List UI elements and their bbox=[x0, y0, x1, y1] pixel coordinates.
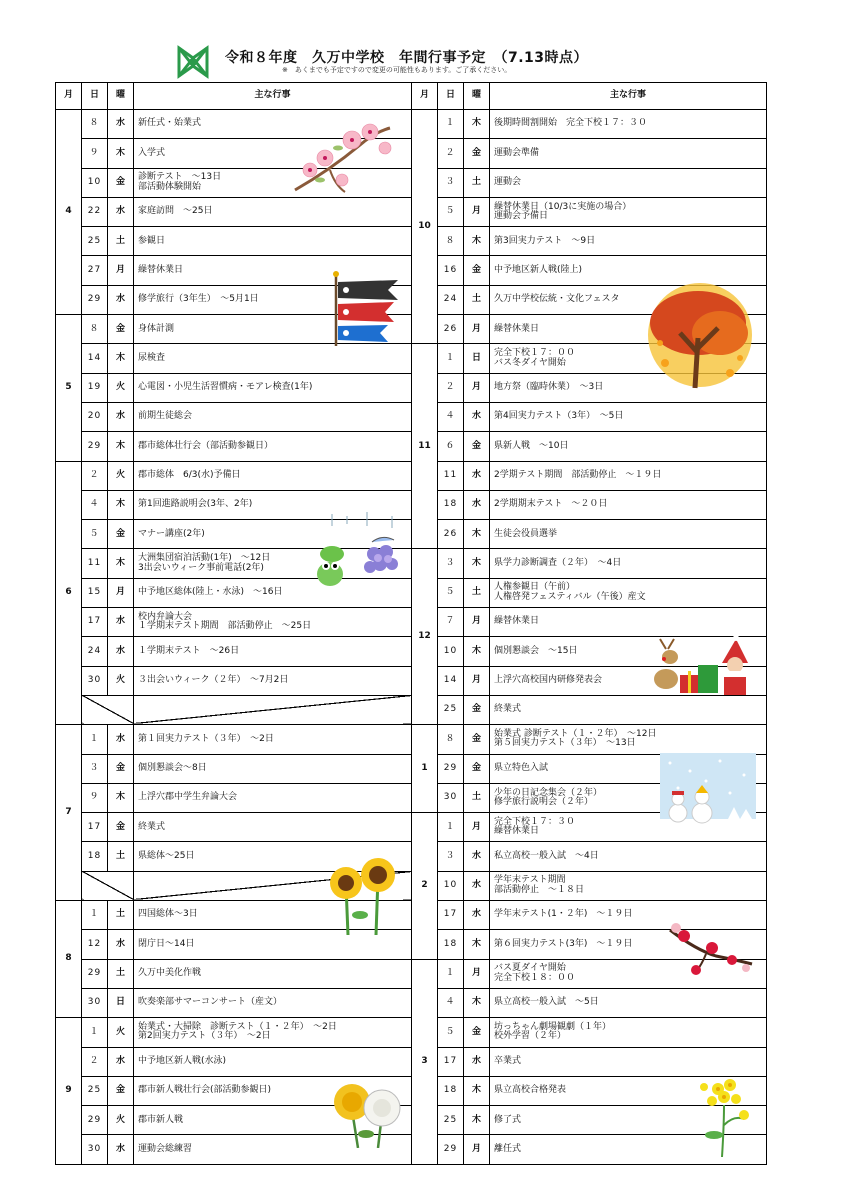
day-cell: 18 bbox=[438, 930, 464, 959]
month-cell: 4 bbox=[56, 110, 82, 315]
table-row bbox=[56, 637, 412, 666]
event-cell: 終業式 bbox=[490, 695, 767, 724]
event-cell: 郡市新人戦 bbox=[134, 1106, 412, 1135]
event-cell: 県総体～25日 bbox=[134, 842, 412, 871]
weekday-cell: 木 bbox=[464, 110, 490, 139]
day-cell: 24 bbox=[438, 285, 464, 314]
event-cell: マナー講座(2年) bbox=[134, 520, 412, 549]
table-row bbox=[412, 197, 767, 226]
weekday-cell: 水 bbox=[108, 608, 134, 637]
day-cell: １ bbox=[438, 813, 464, 842]
month-cell: 6 bbox=[56, 461, 82, 725]
header-weekday: 曜 bbox=[108, 83, 134, 110]
table-row bbox=[412, 520, 767, 549]
weekday-cell: 木 bbox=[108, 139, 134, 168]
table-row bbox=[56, 695, 412, 724]
weekday-cell: 金 bbox=[464, 695, 490, 724]
event-cell: 修了式 bbox=[490, 1106, 767, 1135]
weekday-cell: 水 bbox=[464, 402, 490, 431]
day-cell: 29 bbox=[82, 285, 108, 314]
month-cell: 1 bbox=[412, 725, 438, 813]
event-cell: 吹奏楽部サマーコンサート（産文） bbox=[134, 988, 412, 1017]
weekday-cell: 水 bbox=[464, 490, 490, 519]
event-cell: 上浮穴郡中学生弁論大会 bbox=[134, 783, 412, 812]
weekday-cell: 火 bbox=[108, 666, 134, 695]
day-cell: 22 bbox=[82, 197, 108, 226]
event-cell: 第1回進路説明会(3年、2年) bbox=[134, 490, 412, 519]
santa-reindeer-illustration bbox=[652, 633, 756, 699]
weekday-cell: 木 bbox=[464, 1106, 490, 1135]
day-cell: ８ bbox=[438, 227, 464, 256]
plum-blossom-illustration bbox=[666, 920, 754, 978]
day-cell: ２ bbox=[82, 1047, 108, 1076]
day-cell: ８ bbox=[438, 725, 464, 754]
weekday-cell: 水 bbox=[108, 197, 134, 226]
event-cell: 繰替休業日 bbox=[490, 315, 767, 344]
event-cell: 久万中学校伝統・文化フェスタ bbox=[490, 285, 767, 314]
hydrangea-frog-illustration bbox=[312, 512, 404, 592]
day-cell: 11 bbox=[82, 549, 108, 578]
day-cell: 29 bbox=[82, 959, 108, 988]
event-cell: 完全下校１７：３０ 繰替休業日 bbox=[490, 813, 767, 842]
table-row bbox=[412, 461, 767, 490]
table-row bbox=[56, 608, 412, 637]
event-cell: 身体計測 bbox=[134, 315, 412, 344]
day-cell: 17 bbox=[82, 608, 108, 637]
table-row bbox=[56, 373, 412, 402]
table-header-row bbox=[56, 83, 412, 110]
day-cell: 14 bbox=[438, 666, 464, 695]
weekday-cell: 水 bbox=[464, 901, 490, 930]
table-row bbox=[56, 783, 412, 812]
event-cell: 私立高校一般入試 ～4日 bbox=[490, 842, 767, 871]
weekday-cell: 金 bbox=[108, 754, 134, 783]
weekday-cell: 月 bbox=[108, 256, 134, 285]
day-cell: 17 bbox=[438, 901, 464, 930]
table-row bbox=[412, 578, 767, 607]
weekday-cell: 木 bbox=[108, 783, 134, 812]
month-cell: 12 bbox=[412, 549, 438, 725]
event-cell: 人権参観日（午前） 人権啓発フェスティバル（午後）産文 bbox=[490, 578, 767, 607]
table-row bbox=[56, 197, 412, 226]
day-cell: 11 bbox=[438, 461, 464, 490]
day-cell: 25 bbox=[82, 1076, 108, 1105]
day-cell: ３ bbox=[82, 754, 108, 783]
event-cell: 郡市総体 6/3(水)予備日 bbox=[134, 461, 412, 490]
event-cell: 完全下校１７：００ バス冬ダイヤ開始 bbox=[490, 344, 767, 373]
koinobori-illustration bbox=[328, 270, 406, 348]
weekday-cell: 土 bbox=[464, 783, 490, 812]
weekday-cell: 月 bbox=[464, 1135, 490, 1164]
weekday-cell: 土 bbox=[108, 842, 134, 871]
event-cell: 県新人戦 ～10日 bbox=[490, 432, 767, 461]
day-cell: ４ bbox=[438, 988, 464, 1017]
month-cell: 10 bbox=[412, 110, 438, 344]
weekday-cell: 水 bbox=[108, 725, 134, 754]
event-cell: 中予地区新人戦(水泳) bbox=[134, 1047, 412, 1076]
event-cell: 久万中美化作戦 bbox=[134, 959, 412, 988]
empty-cell bbox=[134, 695, 412, 724]
weekday-cell: 木 bbox=[108, 432, 134, 461]
event-cell: 前期生徒総会 bbox=[134, 402, 412, 431]
table-row bbox=[412, 842, 767, 871]
header-event: 主な行事 bbox=[490, 83, 767, 110]
weekday-cell: 土 bbox=[464, 168, 490, 197]
event-cell: バス夏ダイヤ開始 完全下校１８：００ bbox=[490, 959, 767, 988]
day-cell: 27 bbox=[82, 256, 108, 285]
event-cell: 始業式・大掃除 診断テスト（１・２年） ～2日 第2回実力テスト（３年） ～2日 bbox=[134, 1018, 412, 1047]
table-row bbox=[56, 813, 412, 842]
day-cell: １ bbox=[438, 110, 464, 139]
table-row bbox=[56, 1018, 412, 1047]
table-row bbox=[412, 1047, 767, 1076]
weekday-cell: 火 bbox=[108, 1018, 134, 1047]
day-cell: 15 bbox=[82, 578, 108, 607]
weekday-cell: 月 bbox=[464, 373, 490, 402]
table-row bbox=[56, 666, 412, 695]
day-cell: １ bbox=[438, 344, 464, 373]
event-cell: 地方祭（臨時休業） ～3日 bbox=[490, 373, 767, 402]
event-cell: 始業式 診断テスト（１・２年） ～12日 第５回実力テスト（３年） ～13日 bbox=[490, 725, 767, 754]
day-cell: ２ bbox=[438, 139, 464, 168]
table-row bbox=[56, 754, 412, 783]
weekday-cell: 木 bbox=[464, 227, 490, 256]
table-row bbox=[56, 725, 412, 754]
weekday-cell: 火 bbox=[108, 373, 134, 402]
day-cell: ５ bbox=[82, 520, 108, 549]
day-cell: 25 bbox=[438, 1106, 464, 1135]
weekday-cell: 土 bbox=[108, 227, 134, 256]
weekday-cell: 水 bbox=[108, 110, 134, 139]
weekday-cell: 水 bbox=[464, 871, 490, 900]
table-row bbox=[412, 1018, 767, 1047]
event-cell: 閉庁日～14日 bbox=[134, 930, 412, 959]
day-cell: 24 bbox=[82, 637, 108, 666]
table-row bbox=[412, 988, 767, 1017]
event-cell: 県立高校合格発表 bbox=[490, 1076, 767, 1105]
month-cell: 3 bbox=[412, 959, 438, 1164]
event-cell: 運動会準備 bbox=[490, 139, 767, 168]
weekday-cell: 金 bbox=[464, 725, 490, 754]
table-row bbox=[412, 139, 767, 168]
table-row bbox=[56, 988, 412, 1017]
weekday-cell: 月 bbox=[464, 608, 490, 637]
event-cell: 個別懇談会 ～15日 bbox=[490, 637, 767, 666]
day-cell: 17 bbox=[438, 1047, 464, 1076]
day-cell: 26 bbox=[438, 520, 464, 549]
weekday-cell: 金 bbox=[464, 139, 490, 168]
event-cell: 終業式 bbox=[134, 813, 412, 842]
day-cell: ９ bbox=[82, 783, 108, 812]
header-day: 日 bbox=[438, 83, 464, 110]
table-row bbox=[56, 461, 412, 490]
weekday-cell: 金 bbox=[464, 1018, 490, 1047]
weekday-cell: 日 bbox=[108, 988, 134, 1017]
event-cell: 第１回実力テスト（３年） ～2日 bbox=[134, 725, 412, 754]
weekday-cell: 火 bbox=[108, 461, 134, 490]
event-cell: 四国総体～3日 bbox=[134, 901, 412, 930]
table-row bbox=[412, 871, 767, 900]
event-cell: 中予地区新人戦(陸上) bbox=[490, 256, 767, 285]
day-cell: 25 bbox=[82, 227, 108, 256]
sakura-illustration bbox=[290, 120, 395, 200]
event-cell: 参観日 bbox=[134, 227, 412, 256]
table-row bbox=[412, 695, 767, 724]
event-cell: 繰替休業日 bbox=[490, 608, 767, 637]
day-cell: ５ bbox=[438, 1018, 464, 1047]
month-cell: 7 bbox=[56, 725, 82, 901]
weekday-cell: 木 bbox=[464, 988, 490, 1017]
table-row bbox=[412, 432, 767, 461]
day-cell: ２ bbox=[82, 461, 108, 490]
day-cell: 12 bbox=[82, 930, 108, 959]
day-cell: 14 bbox=[82, 344, 108, 373]
event-cell: 入学式 bbox=[134, 139, 412, 168]
day-cell: 16 bbox=[438, 256, 464, 285]
day-cell: 29 bbox=[438, 1135, 464, 1164]
weekday-cell: 月 bbox=[464, 813, 490, 842]
event-cell: 第4回実力テスト（3年） ～5日 bbox=[490, 402, 767, 431]
weekday-cell: 土 bbox=[464, 578, 490, 607]
event-cell: 家庭訪問 ～25日 bbox=[134, 197, 412, 226]
weekday-cell: 水 bbox=[464, 461, 490, 490]
weekday-cell: 金 bbox=[108, 1076, 134, 1105]
month-cell: 5 bbox=[56, 315, 82, 461]
day-cell: ４ bbox=[82, 490, 108, 519]
event-cell: 県立高校一般入試 ～5日 bbox=[490, 988, 767, 1017]
day-cell: 26 bbox=[438, 315, 464, 344]
day-cell: 17 bbox=[82, 813, 108, 842]
table-row bbox=[412, 168, 767, 197]
day-cell: ７ bbox=[438, 608, 464, 637]
weekday-cell: 木 bbox=[464, 520, 490, 549]
event-cell: ３出会いウィーク（２年） ～7月2日 bbox=[134, 666, 412, 695]
event-cell: 診断テスト ～13日 部活動体験開始 bbox=[134, 168, 412, 197]
day-cell: ３ bbox=[438, 842, 464, 871]
weekday-cell: 水 bbox=[464, 1047, 490, 1076]
event-cell: 卒業式 bbox=[490, 1047, 767, 1076]
table-row bbox=[56, 227, 412, 256]
weekday-cell: 木 bbox=[464, 637, 490, 666]
weekday-cell: 水 bbox=[108, 1047, 134, 1076]
event-cell: 校内弁論大会 １学期末テスト期間 部活動停止 ～25日 bbox=[134, 608, 412, 637]
event-cell: 離任式 bbox=[490, 1135, 767, 1164]
weekday-cell: 土 bbox=[464, 285, 490, 314]
event-cell: 県学力診断調査（２年） ～4日 bbox=[490, 549, 767, 578]
table-row bbox=[412, 725, 767, 754]
event-cell: 後期時間割開始 完全下校１７：３０ bbox=[490, 110, 767, 139]
event-cell: 尿検査 bbox=[134, 344, 412, 373]
page-title: 令和８年度 久万中学校 年間行事予定 （7.13時点） bbox=[225, 50, 589, 66]
table-row bbox=[412, 256, 767, 285]
table-row bbox=[412, 490, 767, 519]
weekday-cell: 水 bbox=[108, 402, 134, 431]
sunflower-illustration bbox=[322, 855, 400, 935]
empty-cell bbox=[82, 871, 134, 900]
event-cell: 個別懇談会～8日 bbox=[134, 754, 412, 783]
day-cell: 25 bbox=[438, 695, 464, 724]
weekday-cell: 木 bbox=[464, 1076, 490, 1105]
table-row bbox=[412, 110, 767, 139]
weekday-cell: 月 bbox=[464, 315, 490, 344]
day-cell: 10 bbox=[438, 871, 464, 900]
event-cell: 中予地区総体(陸上・水泳) ～16日 bbox=[134, 578, 412, 607]
table-row bbox=[412, 227, 767, 256]
day-cell: 30 bbox=[438, 783, 464, 812]
day-cell: ２ bbox=[438, 373, 464, 402]
event-cell: 郡市新人戦壮行会(部活動参観日) bbox=[134, 1076, 412, 1105]
table-header-row bbox=[412, 83, 767, 110]
day-cell: ８ bbox=[82, 110, 108, 139]
event-cell: 上浮穴高校国内研修発表会 bbox=[490, 666, 767, 695]
event-cell: 学年末テスト(1・２年) ～１９日 bbox=[490, 901, 767, 930]
month-cell: 2 bbox=[412, 813, 438, 959]
event-cell: 大洲集団宿泊活動(1年) ～12日 3出会いウィーク事前電話(2年) bbox=[134, 549, 412, 578]
weekday-cell: 月 bbox=[108, 578, 134, 607]
event-cell: 県立特色入試 bbox=[490, 754, 767, 783]
weekday-cell: 木 bbox=[464, 930, 490, 959]
school-logo-icon bbox=[176, 45, 210, 79]
month-cell: 11 bbox=[412, 344, 438, 549]
weekday-cell: 金 bbox=[464, 432, 490, 461]
event-cell: 郡市総体壮行会（部活動参観日） bbox=[134, 432, 412, 461]
weekday-cell: 土 bbox=[108, 959, 134, 988]
weekday-cell: 木 bbox=[108, 344, 134, 373]
table-row bbox=[56, 432, 412, 461]
snowman-illustration bbox=[660, 753, 756, 833]
day-cell: 18 bbox=[438, 490, 464, 519]
table-row bbox=[56, 959, 412, 988]
day-cell: ９ bbox=[82, 139, 108, 168]
day-cell: 30 bbox=[82, 666, 108, 695]
weekday-cell: 水 bbox=[464, 842, 490, 871]
weekday-cell: 金 bbox=[108, 520, 134, 549]
table-row bbox=[412, 402, 767, 431]
table-row bbox=[56, 344, 412, 373]
event-cell: 学年末テスト期間 部活動停止 ～１８日 bbox=[490, 871, 767, 900]
day-cell: 29 bbox=[438, 754, 464, 783]
weekday-cell: 日 bbox=[464, 344, 490, 373]
weekday-cell: 木 bbox=[464, 549, 490, 578]
table-row bbox=[412, 549, 767, 578]
day-cell: 29 bbox=[82, 1106, 108, 1135]
event-cell: １学期末テスト ～26日 bbox=[134, 637, 412, 666]
day-cell: １ bbox=[82, 725, 108, 754]
day-cell: １ bbox=[438, 959, 464, 988]
weekday-cell: 水 bbox=[108, 637, 134, 666]
table-row bbox=[56, 1047, 412, 1076]
day-cell: 10 bbox=[82, 168, 108, 197]
event-cell: 少年の日記念集会（２年） 修学旅行説明会（２年） bbox=[490, 783, 767, 812]
event-cell: 心電図・小児生活習慣病・モアレ検査(1年) bbox=[134, 373, 412, 402]
day-cell: 19 bbox=[82, 373, 108, 402]
event-cell: 生徒会役員選挙 bbox=[490, 520, 767, 549]
weekday-cell: 水 bbox=[108, 930, 134, 959]
day-cell: 30 bbox=[82, 1135, 108, 1164]
rapeseed-flower-illustration bbox=[694, 1075, 756, 1157]
day-cell: 10 bbox=[438, 637, 464, 666]
day-cell: 20 bbox=[82, 402, 108, 431]
event-cell: 2学期テスト期間 部活動停止 ～１９日 bbox=[490, 461, 767, 490]
event-cell: 2学期期末テスト ～２０日 bbox=[490, 490, 767, 519]
weekday-cell: 木 bbox=[108, 549, 134, 578]
header-event: 主な行事 bbox=[134, 83, 412, 110]
month-cell: 9 bbox=[56, 1018, 82, 1164]
event-cell: 第3回実力テスト ～9日 bbox=[490, 227, 767, 256]
weekday-cell: 金 bbox=[108, 315, 134, 344]
event-cell: 運動会 bbox=[490, 168, 767, 197]
empty-cell bbox=[82, 695, 134, 724]
day-cell: １ bbox=[82, 901, 108, 930]
autumn-tree-illustration bbox=[640, 283, 760, 393]
day-cell: ５ bbox=[438, 197, 464, 226]
weekday-cell: 土 bbox=[108, 901, 134, 930]
day-cell: １ bbox=[82, 1018, 108, 1047]
schedule-table-right bbox=[411, 82, 767, 1165]
day-cell: ３ bbox=[438, 549, 464, 578]
weekday-cell: 月 bbox=[464, 666, 490, 695]
weekday-cell: 水 bbox=[108, 1135, 134, 1164]
day-cell: 18 bbox=[82, 842, 108, 871]
day-cell: ３ bbox=[438, 168, 464, 197]
event-cell: 第６回実力テスト(3年) ～１９日 bbox=[490, 930, 767, 959]
day-cell: 30 bbox=[82, 988, 108, 1017]
schedule-table-left bbox=[55, 82, 412, 1165]
weekday-cell: 金 bbox=[108, 813, 134, 842]
chrysanthemum-illustration bbox=[330, 1080, 408, 1148]
weekday-cell: 金 bbox=[464, 754, 490, 783]
weekday-cell: 水 bbox=[108, 285, 134, 314]
day-cell: ４ bbox=[438, 402, 464, 431]
event-cell: 修学旅行（3年生） ～5月1日 bbox=[134, 285, 412, 314]
event-cell: 繰替休業日 bbox=[134, 256, 412, 285]
event-cell: 坊っちゃん劇場観劇（１年） 校外学習（２年） bbox=[490, 1018, 767, 1047]
weekday-cell: 木 bbox=[108, 490, 134, 519]
weekday-cell: 月 bbox=[464, 197, 490, 226]
month-cell: 8 bbox=[56, 901, 82, 1018]
header-month: 月 bbox=[412, 83, 438, 110]
event-cell: 運動会総練習 bbox=[134, 1135, 412, 1164]
header-day: 日 bbox=[82, 83, 108, 110]
table-row bbox=[56, 402, 412, 431]
day-cell: 18 bbox=[438, 1076, 464, 1105]
weekday-cell: 火 bbox=[108, 1106, 134, 1135]
day-cell: ６ bbox=[438, 432, 464, 461]
disclaimer-note: ※ あくまでも予定ですので変更の可能性もあります。ご了承ください。 bbox=[282, 66, 512, 74]
day-cell: ５ bbox=[438, 578, 464, 607]
weekday-cell: 月 bbox=[464, 959, 490, 988]
event-cell: 繰替休業日（10/3に実施の場合） 運動会予備日 bbox=[490, 197, 767, 226]
day-cell: ８ bbox=[82, 315, 108, 344]
weekday-cell: 金 bbox=[108, 168, 134, 197]
event-cell: 新任式・始業式 bbox=[134, 110, 412, 139]
day-cell: 29 bbox=[82, 432, 108, 461]
header-weekday: 曜 bbox=[464, 83, 490, 110]
weekday-cell: 金 bbox=[464, 256, 490, 285]
header-month: 月 bbox=[56, 83, 82, 110]
